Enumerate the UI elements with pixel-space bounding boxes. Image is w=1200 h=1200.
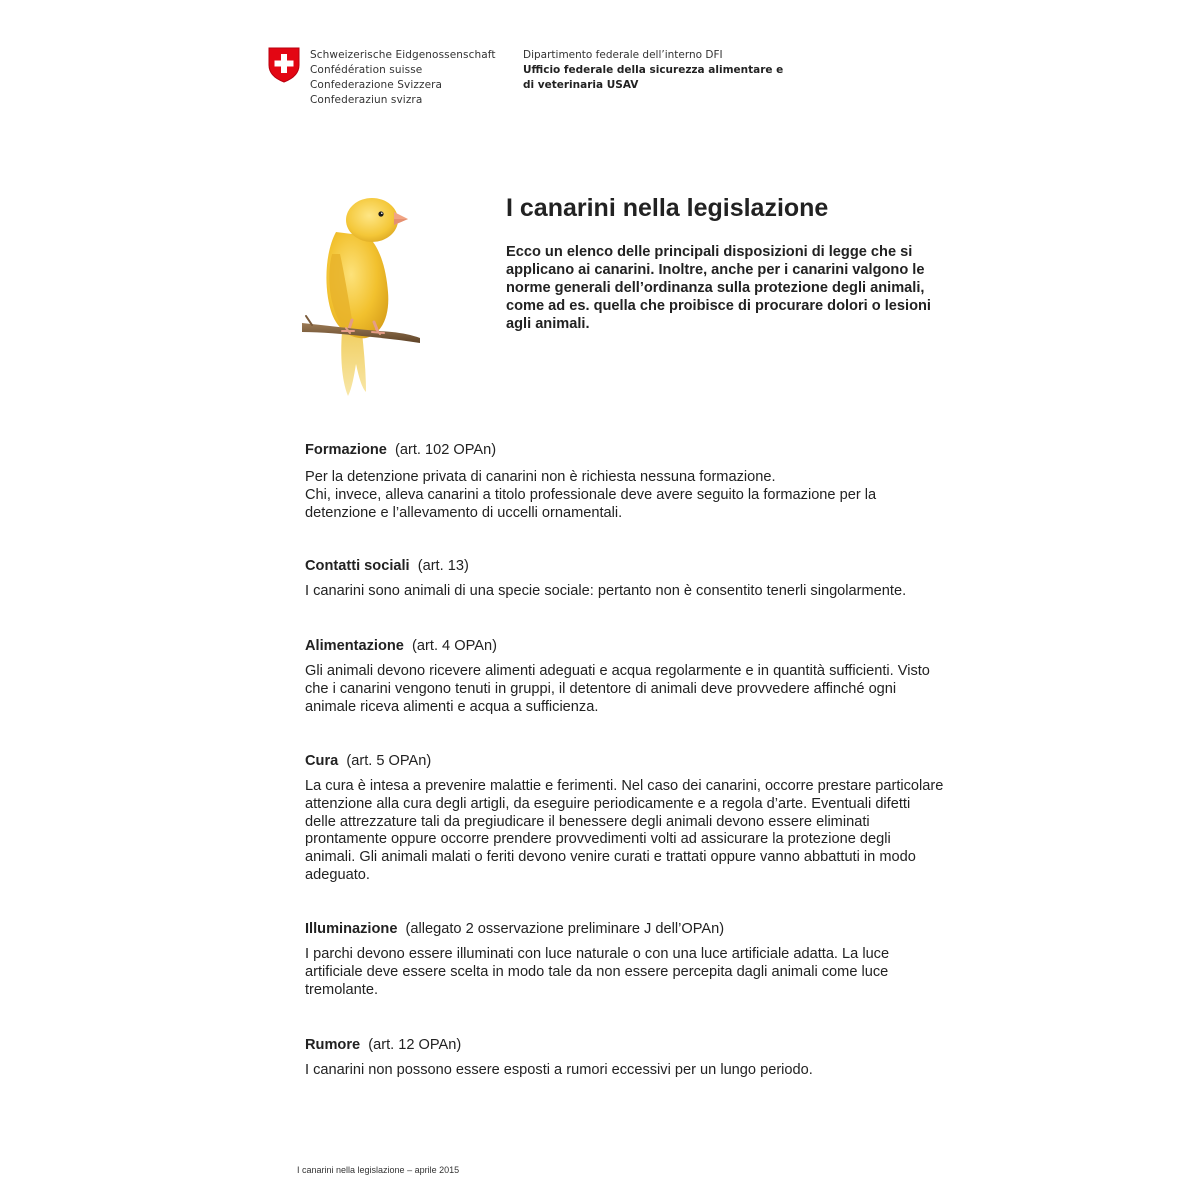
section-body [305, 1062, 945, 1080]
section-heading [305, 752, 945, 770]
section-paragraph: I parchi devono essere illuminati con luce naturale o con una luce artificiale adatta. La luce artificiale deve essere scelta in modo tale da non essere percepita dagli animali come luce tremolante. [305, 946, 890, 998]
section-heading [305, 920, 945, 938]
canary-image [302, 192, 424, 400]
section-alimentazione [305, 637, 945, 716]
section-reference: (art. 102 OPAn) [395, 442, 497, 458]
section-reference: (art. 12 OPAn) [368, 1037, 462, 1053]
department-name: Dipartimento federale dell’interno DFI [523, 49, 723, 61]
section-paragraph: La cura è intesa a prevenire malattie e ferimenti. Nel caso dei canarini, occorre prestare particolare attenzione alla cura degli artigli, da eseguire periodicamente e a regola d’arte. Eventuali difetti delle attrezzature tali da pregiudicare il benessere degli animali devono essere eliminati prontamente oppure occorre prendere provvedimenti volti ad assicurare la protezione degli animali. Gli animali malati o feriti devono venire curati e trattati oppure vanno abbattuti in modo adeguato. [305, 778, 944, 883]
section-name: Formazione [305, 442, 387, 458]
section-body [305, 663, 945, 716]
section-rumore [305, 1036, 945, 1080]
confederation-names [310, 48, 496, 108]
confederation-name-rm: Confederaziun svizra [310, 94, 423, 106]
confederation-name-it: Confederazione Svizzera [310, 79, 443, 91]
section-cura [305, 752, 945, 885]
section-paragraph: Chi, invece, alleva canarini a titolo professionale deve avere seguito la formazione per la detenzione e l’allevamento di uccelli ornamentali. [305, 486, 877, 521]
swiss-coat-of-arms-icon [268, 47, 300, 83]
section-body [305, 946, 945, 999]
section-heading [305, 1036, 945, 1054]
section-paragraph: I canarini non possono essere esposti a rumori eccessivi per un lungo periodo. [305, 1062, 813, 1078]
page-footer: I canarini nella legislazione – aprile 2015 [297, 1165, 460, 1175]
section-name: Cura [305, 753, 339, 769]
section-reference: (allegato 2 osservazione preliminare J dell’OPAn) [405, 921, 725, 937]
section-formazione [305, 441, 945, 522]
section-name: Contatti sociali [305, 558, 410, 574]
section-paragraph: Per la detenzione privata di canarini non è richiesta nessuna formazione. [305, 469, 776, 485]
confederation-name-fr: Confédération suisse [310, 64, 423, 76]
section-heading [305, 637, 945, 655]
section-heading [305, 557, 945, 575]
section-body [305, 778, 945, 885]
section-reference: (art. 13) [417, 558, 469, 574]
section-body [305, 469, 945, 522]
section-paragraph: Gli animali devono ricevere alimenti adeguati e acqua regolarmente e in quantità sufficienti. Visto che i canarini vengono tenuti in gruppi, il detentore di animali deve provvedere affinché ogni animale riceva alimenti e acqua a sufficienza. [305, 663, 930, 715]
section-heading [305, 441, 945, 459]
section-name: Alimentazione [305, 638, 404, 654]
office-name-line-2: di veterinaria USAV [523, 79, 639, 91]
section-reference: (art. 5 OPAn) [346, 753, 432, 769]
section-contatti-sociali [305, 557, 945, 601]
intro-text: Ecco un elenco delle principali disposizioni di legge che si applicano ai canarini. Inoltre, anche per i canarini valgono le norme generali dell’ordinanza sulla protezione degli animali, come ad es. quella che proibisce di procurare dolori o lesioni agli animali. [506, 244, 931, 332]
office-name-line-1: Ufficio federale della sicurezza alimentare e [523, 64, 784, 76]
section-body [305, 583, 945, 601]
section-name: Illuminazione [305, 921, 398, 937]
section-paragraph: I canarini sono animali di una specie sociale: pertanto non è consentito tenerli singolarmente. [305, 583, 907, 599]
department-block [523, 48, 783, 93]
section-illuminazione [305, 920, 945, 999]
confederation-name-de: Schweizerische Eidgenossenschaft [310, 49, 496, 61]
section-reference: (art. 4 OPAn) [412, 638, 497, 654]
page-title: I canarini nella legislazione [506, 194, 829, 222]
section-name: Rumore [305, 1037, 361, 1053]
